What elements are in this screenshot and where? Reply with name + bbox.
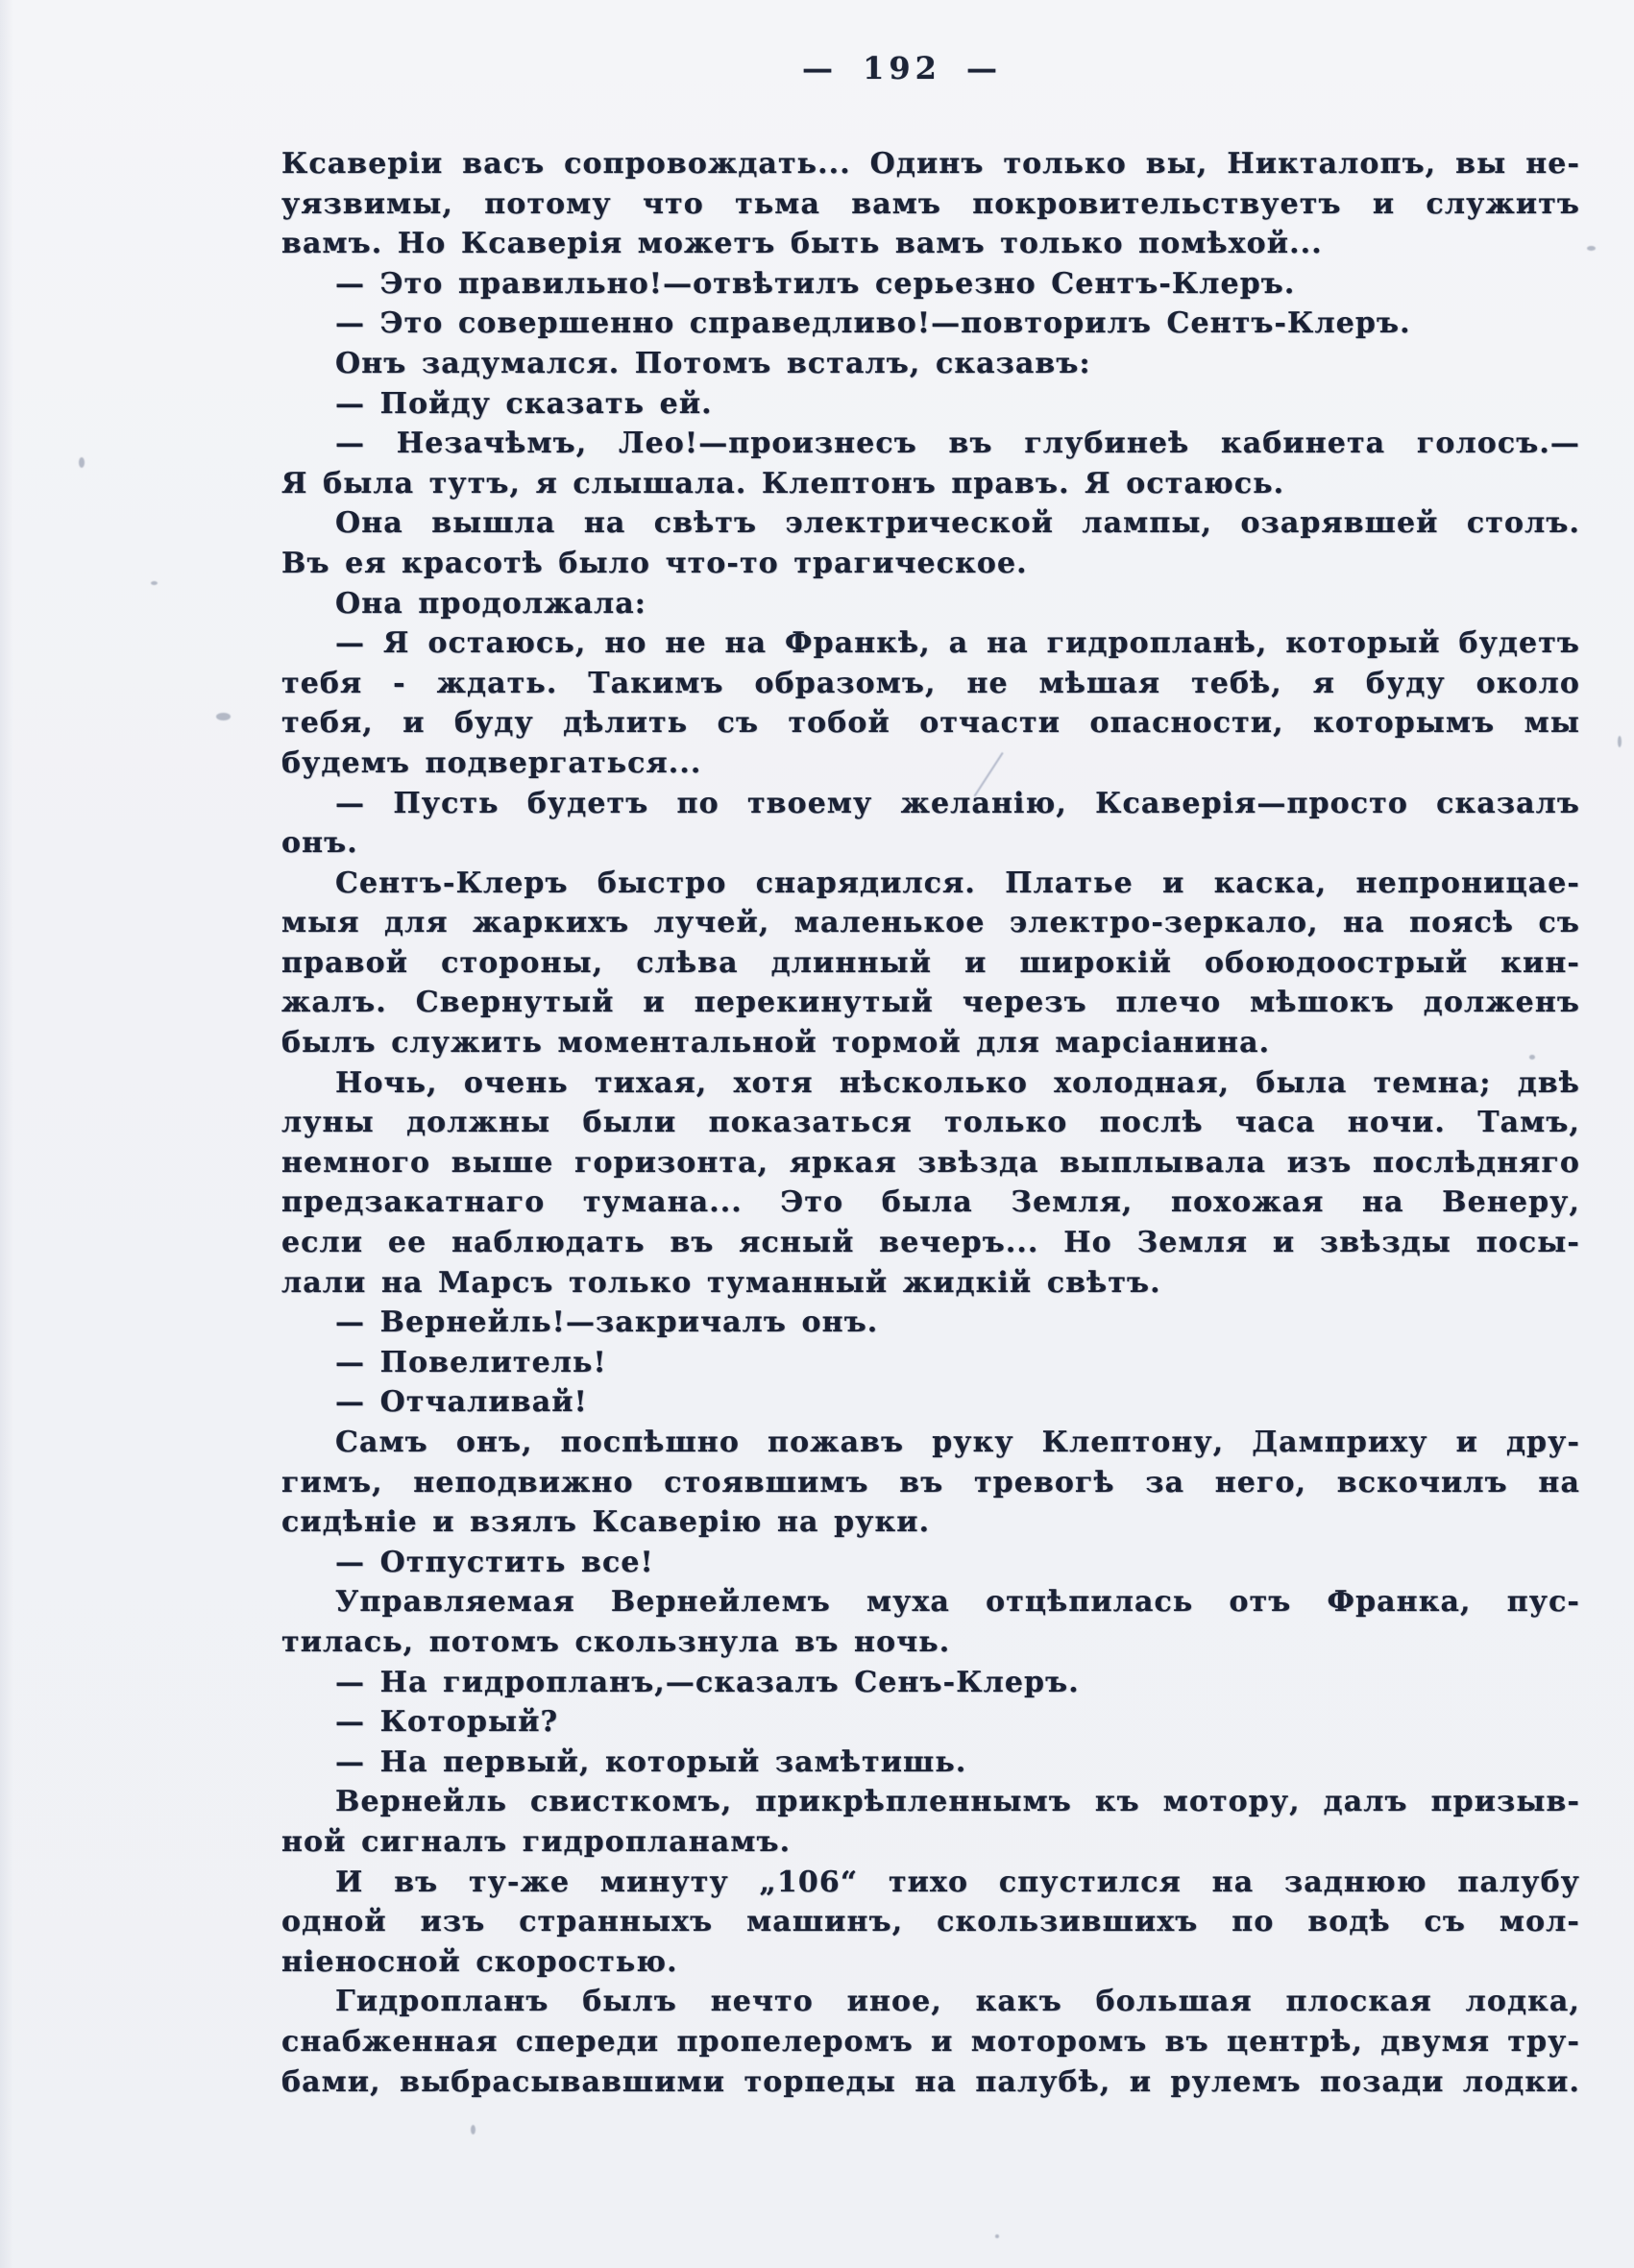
scan-speck [995,2234,999,2238]
text-line: если ее наблюдать въ ясный вечеръ... Но Земля и звѣзды посы- [281,1226,1580,1260]
text-line: — Я остаюсь, но не на Франкѣ, а на гидропланѣ, который будетъ [335,626,1580,661]
text-line: И въ ту-же минуту „106“ тихо спустился на заднюю палубу [335,1865,1580,1899]
text-line: — Повелитель! [335,1345,607,1379]
text-line: Вернейль свисткомъ, прикрѣпленнымъ къ мотору, далъ призыв- [335,1785,1580,1819]
text-line: сидѣніе и взялъ Ксаверію на руки. [281,1505,931,1540]
body-text [281,144,1580,2102]
scan-speck [1618,736,1622,747]
text-line: Я была тутъ, я слышала. Клептонъ правъ. Я остаюсь. [281,466,1285,500]
text-line: ніеносной скоростью. [281,1944,678,1979]
text-line: онъ. [281,826,358,861]
text-line: лали на Марсъ только туманный жидкій свѣтъ. [281,1265,1161,1300]
text-line: бами, выбрасывавшими торпеды на палубѣ, и рулемъ позади лодки. [281,2064,1580,2099]
text-line: Ночь, очень тихая, хотя нѣсколько холодная, была темна; двѣ [335,1065,1580,1100]
scan-speck [1587,246,1596,251]
text-line: предзакатнаго тумана... Это была Земля, похожая на Венеру, [281,1185,1580,1220]
text-line: тебя, и буду дѣлить съ тобой отчасти опасности, которымъ мы [281,706,1580,741]
text-line: — Это совершенно справедливо!—повторилъ Сентъ-Клеръ. [335,306,1411,341]
text-line: правой стороны, слѣва длинный и широкій обоюдоострый кин- [281,945,1580,980]
scan-edge-shade [0,0,13,2268]
text-line: Самъ онъ, поспѣшно пожавъ руку Клептону, Дамприху и дру- [335,1426,1580,1459]
text-line: Въ ея красотѣ было что-то трагическое. [281,546,1028,580]
text-line: одной изъ странныхъ машинъ, скользившихъ по водѣ съ мол- [281,1905,1580,1939]
text-line: вамъ. Но Ксаверія можетъ быть вамъ только помѣхой... [281,227,1323,261]
text-line: — Отпустить все! [335,1545,654,1579]
text-line: Сентъ-Клеръ быстро снарядился. Платье и каска, непроницае- [335,866,1580,900]
scan-speck [471,2125,476,2134]
text-line: мыя для жаркихъ лучей, маленькое электро-зеркало, на поясѣ съ [281,906,1580,940]
text-line: немного выше горизонта, яркая звѣзда выплывала изъ послѣдняго [281,1145,1580,1180]
text-line: — Незачѣмъ, Лео!—произнесъ въ глубинеѣ кабинета голосъ.— [335,427,1580,461]
scan-speck [216,713,231,720]
text-line: — На первый, который замѣтишь. [335,1744,967,1779]
text-line: тилась, потомъ скользнула въ ночь. [281,1624,951,1659]
text-line: Онъ задумался. Потомъ всталъ, сказавъ: [335,346,1091,380]
text-line: снабженная спереди пропелеромъ и моторомъ въ центрѣ, двумя тру- [281,2024,1580,2059]
text-line: Она продолжала: [335,586,646,621]
text-line: — Пусть будетъ по твоему желанію, Ксаверія—просто сказалъ [335,786,1580,820]
text-line: — Вернейль!—закричалъ онъ. [335,1305,879,1340]
scan-speck [151,581,158,585]
text-line: будемъ подвергаться... [281,745,702,780]
text-line: Она вышла на свѣтъ электрической лампы, озарявшей столъ. [335,506,1580,541]
text-line: — Который? [335,1705,559,1740]
text-line: — Отчаливай! [335,1385,588,1420]
text-line: жалъ. Свернутый и перекинутый черезъ плечо мѣшокъ долженъ [281,986,1580,1020]
text-line: тебя - ждать. Такимъ образомъ, не мѣшая тебѣ, я буду около [281,666,1580,700]
scan-speck [79,457,85,468]
scan-speck [1529,1055,1535,1060]
text-line: — На гидропланъ,—сказалъ Сенъ-Клеръ. [335,1665,1080,1699]
text-line: — Пойду сказать ей. [335,386,713,421]
text-line: Ксаверіи васъ сопровождать... Одинъ только вы, Никталопъ, вы не- [281,147,1580,181]
text-line: уязвимы, потому что тьма вамъ покровительствуетъ и служитъ [281,186,1580,221]
text-line: — Это правильно!—отвѣтилъ серьезно Сентъ-Клеръ. [335,266,1296,301]
text-line: Гидропланъ былъ нечто иное, какъ большая плоская лодка, [335,1985,1580,2019]
text-line: ной сигналъ гидропланамъ. [281,1824,792,1859]
text-line: былъ служить моментальной тормой для марсіанина. [281,1026,1271,1061]
text-line: гимъ, неподвижно стоявшимъ въ тревогѣ за него, вскочилъ на [281,1465,1580,1500]
text-line: луны должны были показаться только послѣ часа ночи. Тамъ, [281,1106,1580,1140]
page-number: — 192 — [801,50,1003,86]
text-line: Управляемая Вернейлемъ муха отцѣпилась отъ Франка, пус- [335,1585,1580,1620]
